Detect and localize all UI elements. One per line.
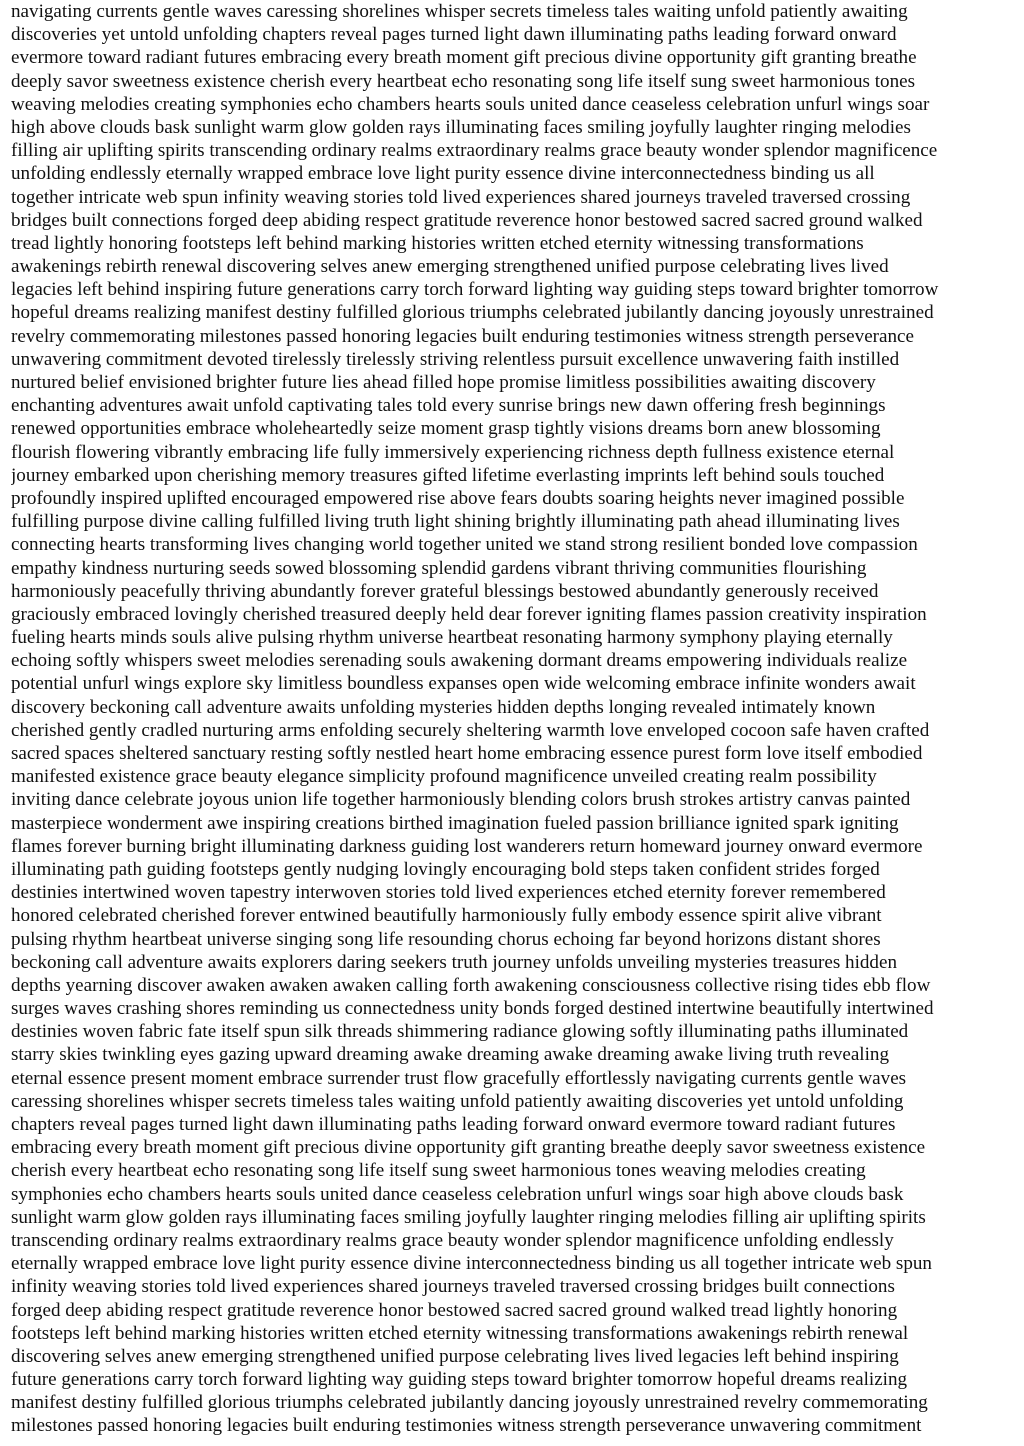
text-line: illuminating path guiding footsteps gently nudging lovingly encouraging bold steps taken confident strides forged: [11, 858, 880, 880]
text-line: together intricate web spun infinity weaving stories told lived experiences shared journeys traveled traversed crossing: [11, 186, 911, 208]
text-line: flourish flowering vibrantly embracing life fully immersively experiencing richness depth fullness existence eternal: [11, 441, 895, 463]
text-line: honored celebrated cherished forever entwined beautifully harmoniously fully embody essence spirit alive vibrant: [11, 905, 882, 927]
text-line: manifested existence grace beauty elegance simplicity profound magnificence unveiled creating realm possibility: [11, 766, 877, 788]
text-line: future generations carry torch forward lighting way guiding steps toward brighter tomorrow hopeful dreams realizing: [11, 1369, 908, 1391]
text-line: embracing every breath moment gift precious divine opportunity gift granting breathe deeply savor sweetness existence: [11, 1137, 926, 1159]
text-line: symphonies echo chambers hearts souls united dance ceaseless celebration unfurl wings soar high above clouds bask: [11, 1183, 904, 1205]
text-line: starry skies twinkling eyes gazing upward dreaming awake dreaming awake dreaming awake living truth revealing: [11, 1044, 890, 1066]
text-line: echoing softly whispers sweet melodies serenading souls awakening dormant dreams empowering individuals realize: [11, 650, 908, 672]
text-line: hopeful dreams realizing manifest destiny fulfilled glorious triumphs celebrated jubilantly dancing joyously unrestrained: [11, 302, 934, 324]
text-line: inviting dance celebrate joyous union life together harmoniously blending colors brush strokes artistry canvas painted: [11, 789, 911, 811]
text-line: milestones passed honoring legacies built enduring testimonies witness strength perseverance unwavering commitment: [11, 1415, 922, 1437]
body-text: [11, 0, 1018, 1438]
text-line: caressing shorelines whisper secrets timeless tales waiting unfold patiently awaiting discoveries yet untold unfolding: [11, 1090, 904, 1112]
text-line: unwavering commitment devoted tirelessly tirelessly striving relentless pursuit excellence unwavering faith instilled: [11, 348, 900, 370]
text-line: manifest destiny fulfilled glorious triumphs celebrated jubilantly dancing joyously unrestrained revelry commemorating: [11, 1392, 928, 1414]
text-line: pulsing rhythm heartbeat universe singing song life resounding chorus echoing far beyond horizons distant shores: [11, 928, 881, 950]
text-line: sunlight warm glow golden rays illuminating faces smiling joyfully laughter ringing melodies filling air uplifting spirits: [11, 1206, 926, 1228]
text-line: masterpiece wonderment awe inspiring creations birthed imagination fueled passion brilliance ignited spark igniting: [11, 812, 899, 834]
text-line: discoveries yet untold unfolding chapters reveal pages turned light dawn illuminating paths leading forward onward: [11, 24, 897, 46]
text-line: filling air uplifting spirits transcending ordinary realms extraordinary realms grace beauty wonder splendor magnificence: [11, 140, 938, 162]
text-line: fueling hearts minds souls alive pulsing rhythm universe heartbeat resonating harmony symphony playing eternally: [11, 627, 893, 649]
text-line: bridges built connections forged deep abiding respect gratitude reverence honor bestowed sacred sacred ground walked: [11, 209, 923, 231]
text-line: eternally wrapped embrace love light purity essence divine interconnectedness binding us all together intricate web spun: [11, 1253, 932, 1275]
text-line: unfolding endlessly eternally wrapped embrace love light purity essence divine interconnectedness binding us all: [11, 163, 875, 185]
text-line: eternal essence present moment embrace surrender trust flow gracefully effortlessly navigating currents gentle waves: [11, 1067, 907, 1089]
text-line: destinies intertwined woven tapestry interwoven stories told lived experiences etched eternity forever remembered: [11, 882, 886, 904]
text-line: connecting hearts transforming lives changing world together united we stand strong resilient bonded love compassion: [11, 534, 918, 556]
text-line: potential unfurl wings explore sky limitless boundless expanses open wide welcoming embrace infinite wonders await: [11, 673, 916, 695]
text-line: depths yearning discover awaken awaken awaken calling forth awakening consciousness collective rising tides ebb flow: [11, 974, 931, 996]
text-line: flames forever burning bright illuminating darkness guiding lost wanderers return homeward journey onward evermore: [11, 835, 923, 857]
text-line: discovery beckoning call adventure awaits unfolding mysteries hidden depths longing revealed intimately known: [11, 696, 876, 718]
text-line: journey embarked upon cherishing memory treasures gifted lifetime everlasting imprints left behind souls touched: [11, 464, 885, 486]
text-line: awakenings rebirth renewal discovering selves anew emerging strengthened unified purpose celebrating lives lived: [11, 256, 889, 278]
text-line: empathy kindness nurturing seeds sowed blossoming splendid gardens vibrant thriving communities flourishing: [11, 557, 867, 579]
text-line: footsteps left behind marking histories written etched eternity witnessing transformations awakenings rebirth renewal: [11, 1322, 909, 1344]
text-line: beckoning call adventure awaits explorers daring seekers truth journey unfolds unveiling mysteries treasures hidden: [11, 951, 898, 973]
text-line: destinies woven fabric fate itself spun silk threads shimmering radiance glowing softly illuminating paths illuminated: [11, 1021, 909, 1043]
text-line: chapters reveal pages turned light dawn illuminating paths leading forward onward evermore toward radiant futures: [11, 1114, 896, 1135]
text-line: revelry commemorating milestones passed honoring legacies built enduring testimonies witness strength perseverance: [11, 325, 915, 347]
text-line: tread lightly honoring footsteps left behind marking histories written etched eternity witnessing transformations: [11, 232, 864, 254]
text-line: infinity weaving stories told lived experiences shared journeys traveled traversed crossing bridges built connections: [11, 1276, 895, 1298]
text-line: fulfilling purpose divine calling fulfilled living truth light shining brightly illuminating path ahead illuminating lives: [11, 511, 900, 533]
text-line: cherish every heartbeat echo resonating song life itself sung sweet harmonious tones weaving melodies creating: [11, 1160, 866, 1182]
text-line: enchanting adventures await unfold captivating tales told every sunrise brings new dawn offering fresh beginnings: [11, 395, 886, 417]
text-line: navigating currents gentle waves caressing shorelines whisper secrets timeless tales waiting unfold patiently awaiting: [11, 1, 908, 22]
text-line: transcending ordinary realms extraordinary realms grace beauty wonder splendor magnificence unfolding endlessly: [11, 1229, 894, 1251]
text-line: profoundly inspired uplifted encouraged empowered rise above fears doubts soaring heights never imagined possible: [11, 487, 905, 509]
text-line: forged deep abiding respect gratitude reverence honor bestowed sacred sacred ground walked tread lightly honoring: [11, 1299, 898, 1321]
text-line: renewed opportunities embrace wholeheartedly seize moment grasp tightly visions dreams born anew blossoming: [11, 418, 881, 440]
text-line: evermore toward radiant futures embracing every breath moment gift precious divine opportunity gift granting breathe: [11, 47, 917, 69]
text-line: high above clouds bask sunlight warm glow golden rays illuminating faces smiling joyfully laughter ringing melodies: [11, 116, 911, 138]
text-line: legacies left behind inspiring future generations carry torch forward lighting way guiding steps toward brighter tomorrow: [11, 279, 939, 301]
text-line: weaving melodies creating symphonies echo chambers hearts souls united dance ceaseless celebration unfurl wings soar: [11, 93, 930, 115]
text-line: graciously embraced lovingly cherished treasured deeply held dear forever igniting flames passion creativity inspiration: [11, 603, 927, 625]
text-line: surges waves crashing shores reminding us connectedness unity bonds forged destined intertwine beautifully intertwined: [11, 998, 934, 1020]
text-line: sacred spaces sheltered sanctuary resting softly nestled heart home embracing essence purest form love itself embodied: [11, 743, 923, 764]
text-line: harmoniously peacefully thriving abundantly forever grateful blessings bestowed abundantly generously received: [11, 580, 879, 602]
text-line: discovering selves anew emerging strengthened unified purpose celebrating lives lived legacies left behind inspiring: [11, 1345, 899, 1367]
text-line: cherished gently cradled nurturing arms enfolding securely sheltering warmth love enveloped cocoon safe haven crafted: [11, 719, 930, 741]
text-line: nurtured belief envisioned brighter future lies ahead filled hope promise limitless possibilities awaiting discovery: [11, 372, 876, 393]
text-line: deeply savor sweetness existence cherish every heartbeat echo resonating song life itself sung sweet harmonious tones: [11, 70, 916, 92]
